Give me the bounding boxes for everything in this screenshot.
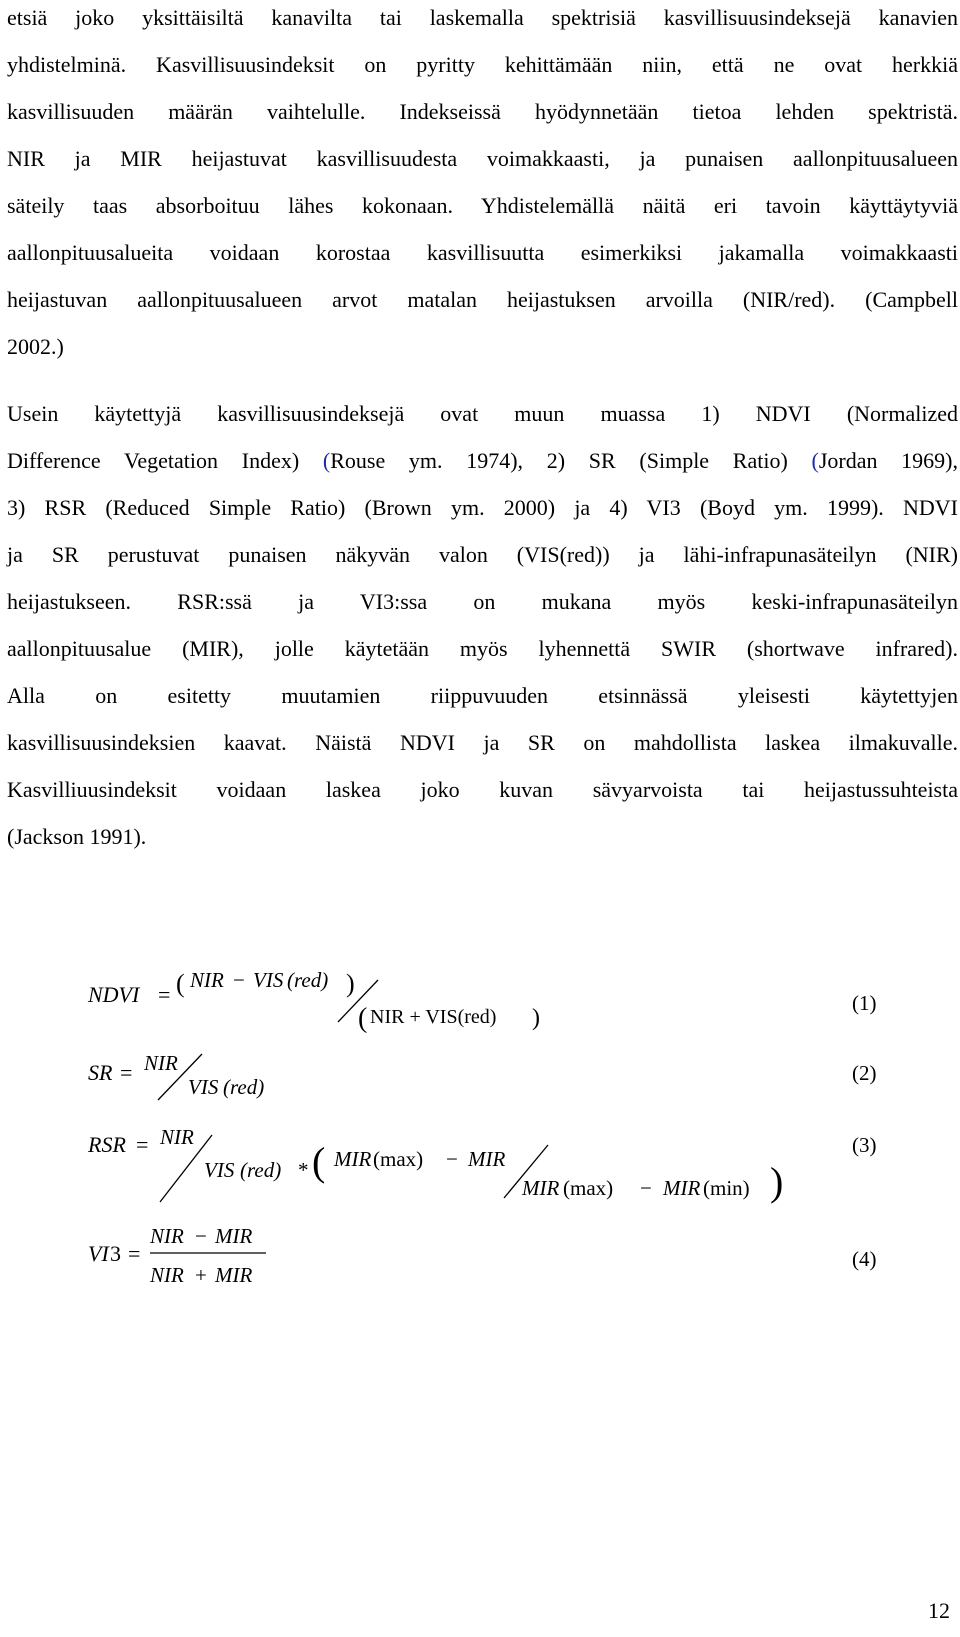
denominator-term: NIR + VIS(red) <box>370 1006 497 1028</box>
equation-number: (3) <box>852 1133 877 1157</box>
text-line: säteily taas absorboituu lähes kokonaan. Yhdistelemällä näitä eri tavoin käyttäytyviä <box>7 193 958 218</box>
text-line: Kasvilliuusindeksit voidaan laskea joko kuvan sävyarvoista tai heijastussuhteista <box>7 777 958 802</box>
mir-term: MIR <box>215 1263 253 1287</box>
equals-sign: = <box>158 982 171 1007</box>
mir-term: MIR <box>468 1147 506 1171</box>
plus-sign: + <box>195 1263 207 1287</box>
sr-lhs: SR <box>88 1060 113 1085</box>
nir-term: NIR <box>150 1263 184 1287</box>
text-line: kasvillisuusindeksien kaavat. Näistä NDVI ja SR on mahdollista laskea ilmakuvalle. <box>7 730 958 755</box>
text-line <box>7 437 958 484</box>
paren-close: ) <box>770 1159 784 1204</box>
min-term: (min) <box>703 1176 750 1200</box>
citation-paren: ( <box>811 448 819 473</box>
equation-number: (1) <box>852 991 877 1015</box>
nir-term: NIR <box>190 968 224 992</box>
mir-term: MIR <box>215 1224 253 1248</box>
formula-sr <box>88 1051 877 1100</box>
mir-term: MIR <box>663 1176 701 1200</box>
minus-sign: − <box>195 1224 207 1248</box>
rsr-lhs: RSR <box>88 1132 126 1157</box>
page-number: 12 <box>928 1598 950 1623</box>
formula-ndvi <box>87 968 877 1034</box>
red-term: (red) <box>287 968 329 992</box>
equals-sign: = <box>136 1132 149 1157</box>
minus-sign: − <box>446 1147 458 1171</box>
formula-block <box>0 950 960 1300</box>
text-line: NIR ja MIR heijastuvat kasvillisuudesta voimakkaasti, ja punaisen aallonpituusalueen <box>7 146 958 171</box>
nir-term: NIR <box>150 1224 184 1248</box>
vis-term: VIS <box>188 1075 219 1099</box>
text-line: (Jackson 1991). <box>7 824 147 849</box>
red-term: (red) <box>223 1075 265 1099</box>
paren-close: ) <box>346 969 355 998</box>
text-line: yhdistelminä. Kasvillisuusindeksit on pyritty kehittämään niin, että ne ovat herkkiä <box>7 52 958 77</box>
minus-sign: − <box>233 968 245 992</box>
max-term: (max) <box>373 1147 424 1171</box>
citation-paren: ( <box>322 448 331 473</box>
vi-lhs: VI <box>88 1241 109 1266</box>
paren-open: ( <box>312 1139 326 1184</box>
text-line: 2002.) <box>7 334 64 359</box>
text-line: aallonpituusalue (MIR), jolle käytetään myös lyhennettä SWIR (shortwave infrared). <box>7 636 958 661</box>
nir-term: NIR <box>160 1125 194 1149</box>
text-fragment: Difference Vegetation Index) <box>7 448 323 473</box>
red-term: (red) <box>240 1158 282 1182</box>
equation-number: (4) <box>852 1247 877 1271</box>
text-fragment: Jordan 1969), <box>818 448 958 473</box>
mir-term: MIR <box>334 1147 372 1171</box>
multiply-star: * <box>298 1158 309 1182</box>
paren-open: ( <box>176 969 185 998</box>
mir-term: MIR <box>522 1176 560 1200</box>
vi-subscript: 3 <box>110 1241 121 1266</box>
vis-term: VIS <box>204 1158 235 1182</box>
vis-term: VIS <box>253 968 284 992</box>
ndvi-lhs: NDVI <box>88 982 140 1007</box>
equals-sign: = <box>128 1241 141 1266</box>
paren-open: ( <box>358 1003 368 1034</box>
text-line: kasvillisuuden määrän vaihtelulle. Indekseissä hyödynnetään tietoa lehden spektristä. <box>7 99 958 124</box>
equation-number: (2) <box>852 1061 877 1085</box>
paragraph-2 <box>7 390 958 860</box>
nir-term: NIR <box>144 1051 178 1075</box>
text-line: ja SR perustuvat punaisen näkyvän valon (VIS(red)) ja lähi-infrapunasäteilyn (NIR) <box>7 542 958 567</box>
text-line: heijastuvan aallonpituusalueen arvot matalan heijastuksen arvoilla (NIR/red). (Campbell <box>7 287 958 312</box>
text-fragment: Rouse ym. 1974), 2) SR (Simple Ratio) <box>330 448 812 473</box>
paren-close: ) <box>532 1005 540 1031</box>
formula-rsr <box>87 1125 877 1204</box>
max-term: (max) <box>563 1176 614 1200</box>
text-line: etsiä joko yksittäisiltä kanavilta tai laskemalla spektrisiä kasvillisuusindeksejä kanavien <box>7 5 958 30</box>
text-line: heijastukseen. RSR:ssä ja VI3:ssa on mukana myös keski-infrapunasäteilyn <box>7 589 958 614</box>
paragraph-1 <box>7 0 958 370</box>
text-line: Alla on esitetty muutamien riippuvuuden etsinnässä yleisesti käytettyjen <box>7 683 958 708</box>
text-line: aallonpituusalueita voidaan korostaa kasvillisuutta esimerkiksi jakamalla voimakkaasti <box>7 240 958 265</box>
equals-sign: = <box>120 1060 133 1085</box>
text-line: 3) RSR (Reduced Simple Ratio) (Brown ym. 2000) ja 4) VI3 (Boyd ym. 1999). NDVI <box>7 495 958 520</box>
text-line: Usein käytettyjä kasvillisuusindeksejä ovat muun muassa 1) NDVI (Normalized <box>7 401 958 426</box>
formula-vi3 <box>88 1224 877 1287</box>
minus-sign: − <box>640 1176 652 1200</box>
